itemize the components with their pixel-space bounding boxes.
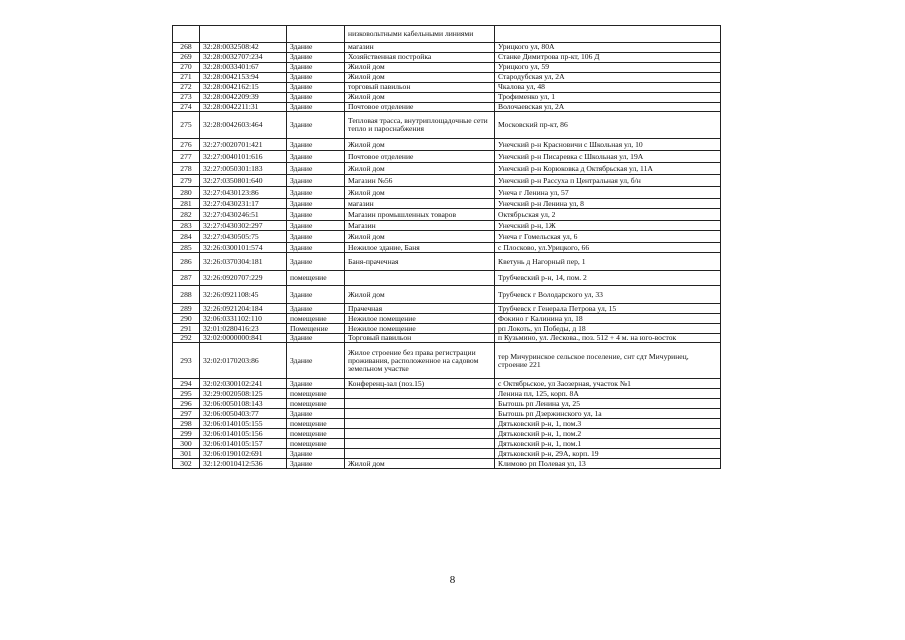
row-number: 274 [173,103,200,112]
row-number: 290 [173,314,200,324]
table-row [173,83,721,93]
row-number: 277 [173,151,200,163]
object-type: Здание [287,163,345,175]
row-number: 300 [173,439,200,449]
table-row [173,459,721,469]
object-address: Унеча г Гомельская ул, 6 [495,231,721,243]
row-number: 293 [173,343,200,379]
object-type: помещение [287,399,345,409]
object-type: Здание [287,53,345,63]
object-name: Нежилое помещение [345,314,495,324]
cadastral-number: 32:28:0032508:42 [200,43,287,53]
row-number: 298 [173,419,200,429]
object-type: помещение [287,419,345,429]
table-row [173,63,721,73]
table-row [173,439,721,449]
row-number: 285 [173,243,200,253]
object-address: Фокино г Калинина ул, 18 [495,314,721,324]
object-address: Бытошь рп Ленина ул, 25 [495,399,721,409]
object-type: Здание [287,43,345,53]
object-address: Бытошь рп Дзержинского ул, 1а [495,409,721,419]
object-type: Здание [287,459,345,469]
object-type: Здание [287,343,345,379]
object-address: п Кузьмино, ул. Лескова., поз. 512 + 4 м. на юго-восток [495,334,721,343]
cadastral-number: 32:27:0430231:17 [200,199,287,209]
object-name: Жилой дом [345,231,495,243]
object-address: Урицкого ул, 59 [495,63,721,73]
object-address: Унечский р-н Корюковка д Октябрьская ул, 11А [495,163,721,175]
object-address: Дятьковский р-н, 29А, корп. 19 [495,449,721,459]
object-type: Помещение [287,324,345,334]
cadastral-number: 32:06:0050108:143 [200,399,287,409]
row-number: 288 [173,286,200,304]
object-address: рп Локоть, ул Победы, д 18 [495,324,721,334]
object-name [345,389,495,399]
object-type: Здание [287,199,345,209]
object-name: Магазин промышленных товаров [345,209,495,221]
cadastral-number: 32:26:0370304:181 [200,253,287,271]
object-type: Здание [287,409,345,419]
table-row [173,343,721,379]
row-number: 282 [173,209,200,221]
object-name [345,449,495,459]
row-number: 278 [173,163,200,175]
cadastral-number: 32:28:0042209:39 [200,93,287,103]
row-number: 272 [173,83,200,93]
object-type: Здание [287,334,345,343]
object-address: Дятьковский р-н, 1, пом.3 [495,419,721,429]
row-number: 297 [173,409,200,419]
table-row [173,419,721,429]
object-address: Трубчевск г Генерала Петрова ул, 15 [495,304,721,314]
cadastral-number: 32:28:0032707:234 [200,53,287,63]
object-name: Жилой дом [345,139,495,151]
object-type: Здание [287,139,345,151]
cadastral-number: 32:28:0042153:94 [200,73,287,83]
object-name: Нежилое помещение [345,324,495,334]
row-number: 273 [173,93,200,103]
table-row [173,314,721,324]
cadastral-number: 32:27:0430302:297 [200,221,287,231]
table-row [173,231,721,243]
object-type: Здание [287,112,345,139]
table-row [173,429,721,439]
object-name: Жилой дом [345,459,495,469]
table-row [173,187,721,199]
object-address: Унечский р-н Красновичи с Школьная ул, 10 [495,139,721,151]
row-number: 301 [173,449,200,459]
cadastral-number [200,26,287,43]
cadastral-number: 32:27:0040101:616 [200,151,287,163]
object-address: Трофименко ул, 1 [495,93,721,103]
table-row [173,93,721,103]
object-address: тер Мичуринское сельское поселение, снт сдт Мичуринец, строение 221 [495,343,721,379]
table-row [173,449,721,459]
object-name [345,399,495,409]
object-address: Унеча г Ленина ул, 57 [495,187,721,199]
cadastral-number: 32:26:0300101:574 [200,243,287,253]
cadastral-number: 32:26:0921204:184 [200,304,287,314]
row-number: 270 [173,63,200,73]
object-type: Здание [287,83,345,93]
object-name: Нежилое здание, Баня [345,243,495,253]
cadastral-number: 32:28:0042211:31 [200,103,287,112]
table-row [173,73,721,83]
object-address: Унечский р-н Ленина ул, 8 [495,199,721,209]
row-number: 299 [173,429,200,439]
object-address: Трубчевск г Володарского ул, 33 [495,286,721,304]
object-type: Здание [287,151,345,163]
cadastral-number: 32:27:0430505:75 [200,231,287,243]
table-row [173,53,721,63]
object-address: Октябрьская ул, 2 [495,209,721,221]
object-name: Тепловая трасса, внутриплощадочные сети тепло и пароснабжения [345,112,495,139]
object-address: Волочаевская ул, 2А [495,103,721,112]
object-type: помещение [287,429,345,439]
object-name: Хозяйственная постройка [345,53,495,63]
object-type: Здание [287,286,345,304]
cadastral-number: 32:27:0430246:51 [200,209,287,221]
page-number: 8 [449,574,456,586]
property-table-body [173,26,721,469]
object-address: Станке Димитрова пр-кт, 106 Д [495,53,721,63]
table-row [173,139,721,151]
table-row [173,112,721,139]
object-address: Урицкого ул, 80А [495,43,721,53]
object-address: Трубчевский р-н, 14, пом. 2 [495,271,721,286]
cadastral-number: 32:28:0033401:67 [200,63,287,73]
row-number: 289 [173,304,200,314]
cadastral-number: 32:28:0042162:15 [200,83,287,93]
object-name [345,271,495,286]
object-name: магазин [345,43,495,53]
object-name: Конференц-зал (поз.15) [345,379,495,389]
object-type: Здание [287,63,345,73]
table-row [173,243,721,253]
object-name: Почтовое отделение [345,151,495,163]
table-row [173,324,721,334]
cadastral-number: 32:06:0140105:155 [200,419,287,429]
object-name: Прачечная [345,304,495,314]
table-row [173,199,721,209]
cadastral-number: 32:06:0140105:156 [200,429,287,439]
object-type: Здание [287,231,345,243]
cadastral-number: 32:01:0280416:23 [200,324,287,334]
table-row [173,389,721,399]
cadastral-number: 32:29:0020508:125 [200,389,287,399]
object-name [345,419,495,429]
object-name: Жилой дом [345,93,495,103]
object-name [345,439,495,449]
table-row [173,334,721,343]
object-name: Жилой дом [345,163,495,175]
row-number: 291 [173,324,200,334]
cadastral-number: 32:06:0190102:691 [200,449,287,459]
object-address: с Октябрьское, ул Заозерная, участок №1 [495,379,721,389]
row-number: 286 [173,253,200,271]
table-row [173,175,721,187]
cadastral-number: 32:06:0140105:157 [200,439,287,449]
object-name: Баня-прачечная [345,253,495,271]
table-row [173,286,721,304]
row-number: 284 [173,231,200,243]
row-number: 269 [173,53,200,63]
row-number: 281 [173,199,200,209]
row-number: 271 [173,73,200,83]
object-name: магазин [345,199,495,209]
cadastral-number: 32:06:0331102:110 [200,314,287,324]
object-address: Чкалова ул, 48 [495,83,721,93]
cadastral-number: 32:26:0920707:229 [200,271,287,286]
object-name: Жилой дом [345,187,495,199]
object-type: Здание [287,449,345,459]
table-row [173,103,721,112]
object-name: Почтовое отделение [345,103,495,112]
object-name [345,409,495,419]
object-address: Климово рп Полевая ул, 13 [495,459,721,469]
object-type: Здание [287,304,345,314]
table-row [173,253,721,271]
object-type [287,26,345,43]
table-row [173,271,721,286]
object-address: Московский пр-кт, 86 [495,112,721,139]
object-type: помещение [287,271,345,286]
cadastral-number: 32:02:0000000:841 [200,334,287,343]
object-name: Жилое строение без права регистрации проживания, расположенное на садовом земельном участке [345,343,495,379]
object-type: помещение [287,439,345,449]
object-address: Кветунь д Нагорный пер, 1 [495,253,721,271]
table-row [173,209,721,221]
cadastral-number: 32:02:0170203:86 [200,343,287,379]
object-address [495,26,721,43]
cadastral-number: 32:26:0921108:45 [200,286,287,304]
object-address: Дятьковский р-н, 1, пом.1 [495,439,721,449]
row-number: 292 [173,334,200,343]
row-number: 295 [173,389,200,399]
table-row [173,221,721,231]
row-number: 279 [173,175,200,187]
table-row [173,163,721,175]
row-number: 280 [173,187,200,199]
object-type: Здание [287,93,345,103]
cadastral-number: 32:27:0350801:640 [200,175,287,187]
object-type: помещение [287,314,345,324]
object-address: Дятьковский р-н, 1, пом.2 [495,429,721,439]
object-address: Унечский р-н, 1Ж [495,221,721,231]
object-type: Здание [287,209,345,221]
object-name [345,429,495,439]
object-type: Здание [287,243,345,253]
cadastral-number: 32:27:0020701:421 [200,139,287,151]
object-name: торговый павильон [345,83,495,93]
table-row [173,409,721,419]
object-name: Жилой дом [345,73,495,83]
object-name: Магазин №56 [345,175,495,187]
row-number: 294 [173,379,200,389]
object-address: с Плосково, ул.Урицкого, 66 [495,243,721,253]
row-number: 276 [173,139,200,151]
cadastral-number: 32:27:0050301:183 [200,163,287,175]
object-type: Здание [287,253,345,271]
cadastral-number: 32:02:0300102:241 [200,379,287,389]
cadastral-number: 32:06:0050403:77 [200,409,287,419]
object-address: Унечский р-н Писаревка с Школьная ул, 19А [495,151,721,163]
object-type: помещение [287,389,345,399]
row-number: 268 [173,43,200,53]
object-type: Здание [287,221,345,231]
row-number: 287 [173,271,200,286]
cadastral-number: 32:28:0042603:464 [200,112,287,139]
table-row [173,399,721,409]
table-row [173,379,721,389]
document-page [172,25,720,469]
table-row [173,43,721,53]
object-type: Здание [287,175,345,187]
object-address: Стародубская ул, 2А [495,73,721,83]
object-address: Ленина пл, 125, корп. 8А [495,389,721,399]
object-address: Унечский р-н Рассуха п Центральная ул, б/н [495,175,721,187]
object-name: Жилой дом [345,286,495,304]
table-row [173,151,721,163]
object-type: Здание [287,379,345,389]
object-type: Здание [287,73,345,83]
object-name: Торговый павильон [345,334,495,343]
row-number: 302 [173,459,200,469]
cadastral-number: 32:27:0430123:86 [200,187,287,199]
table-row [173,304,721,314]
object-type: Здание [287,103,345,112]
object-name: Жилой дом [345,63,495,73]
row-number [173,26,200,43]
object-type: Здание [287,187,345,199]
object-name: низковольтными кабельными линиями [345,26,495,43]
cadastral-number: 32:12:0010412:536 [200,459,287,469]
row-number: 275 [173,112,200,139]
object-name: Магазин [345,221,495,231]
table-row [173,26,721,43]
row-number: 296 [173,399,200,409]
property-table [172,25,721,469]
row-number: 283 [173,221,200,231]
